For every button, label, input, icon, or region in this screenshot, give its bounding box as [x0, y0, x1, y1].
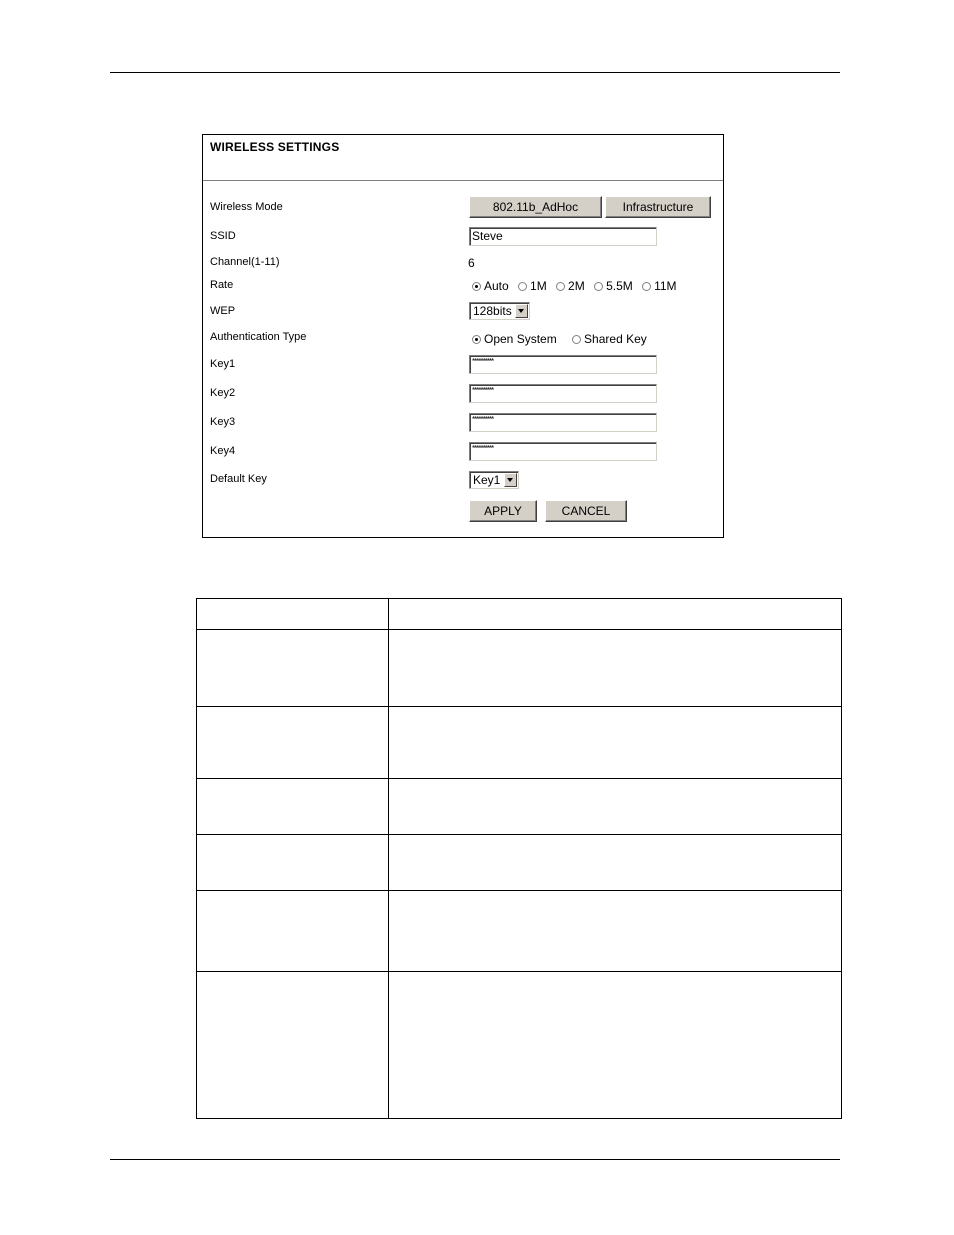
- radio-icon: [642, 282, 651, 291]
- default-key-select-value: Key1: [473, 473, 501, 487]
- wep-select[interactable]: [469, 302, 530, 320]
- key2-label: Key2: [210, 387, 236, 399]
- dropdown-arrow-icon[interactable]: [515, 304, 528, 318]
- rate-radio-group: [472, 279, 683, 293]
- radio-selected-icon: [472, 282, 481, 291]
- key1-input[interactable]: **********: [469, 355, 657, 374]
- infrastructure-mode-button[interactable]: Infrastructure: [605, 196, 711, 218]
- panel-divider: [203, 180, 723, 181]
- radio-icon: [594, 282, 603, 291]
- key1-label: Key1: [210, 358, 236, 370]
- rate-label: Rate: [210, 279, 234, 291]
- rate-option-11m[interactable]: 11M: [642, 279, 676, 293]
- rate-option-5-5m[interactable]: 5.5M: [594, 279, 633, 293]
- wep-select-value: 128bits: [473, 304, 512, 318]
- table-row: [197, 891, 842, 972]
- key4-label: Key4: [210, 445, 236, 457]
- wep-label: WEP: [210, 305, 236, 317]
- key3-label: Key3: [210, 416, 236, 428]
- panel-title: WIRELESS SETTINGS: [210, 140, 340, 154]
- default-key-select[interactable]: [469, 471, 519, 489]
- radio-selected-icon: [472, 335, 481, 344]
- wireless-mode-label: Wireless Mode: [210, 201, 283, 213]
- default-key-label: Default Key: [210, 473, 267, 485]
- table-row: [197, 835, 842, 891]
- apply-button[interactable]: APPLY: [469, 500, 537, 522]
- channel-value: 6: [468, 256, 475, 270]
- radio-icon: [556, 282, 565, 291]
- adhoc-mode-button[interactable]: 802.11b_AdHoc: [469, 196, 602, 218]
- wireless-settings-panel: [202, 134, 724, 538]
- rate-option-1m[interactable]: 1M: [518, 279, 547, 293]
- auth-radio-group: [472, 332, 653, 346]
- table-row: [197, 779, 842, 835]
- rate-option-auto[interactable]: Auto: [472, 279, 509, 293]
- dropdown-arrow-icon[interactable]: [504, 473, 517, 487]
- auth-option-shared-key[interactable]: Shared Key: [572, 332, 647, 346]
- description-table: [196, 598, 842, 1119]
- ssid-label: SSID: [210, 230, 236, 242]
- table-row: [197, 972, 842, 1119]
- ssid-input[interactable]: Steve: [469, 227, 657, 246]
- cancel-button[interactable]: CANCEL: [545, 500, 627, 522]
- top-rule: [110, 72, 840, 73]
- bottom-rule: [110, 1159, 840, 1160]
- auth-type-label: Authentication Type: [210, 331, 307, 343]
- radio-icon: [518, 282, 527, 291]
- key4-input[interactable]: **********: [469, 442, 657, 461]
- table-header-row: [197, 599, 842, 630]
- channel-label: Channel(1-11): [210, 256, 280, 268]
- table-row: [197, 707, 842, 779]
- table-row: [197, 630, 842, 707]
- key3-input[interactable]: **********: [469, 413, 657, 432]
- rate-option-2m[interactable]: 2M: [556, 279, 585, 293]
- auth-option-open-system[interactable]: Open System: [472, 332, 557, 346]
- key2-input[interactable]: **********: [469, 384, 657, 403]
- table-header-description: [389, 599, 842, 630]
- radio-icon: [572, 335, 581, 344]
- table-header-label: [197, 599, 389, 630]
